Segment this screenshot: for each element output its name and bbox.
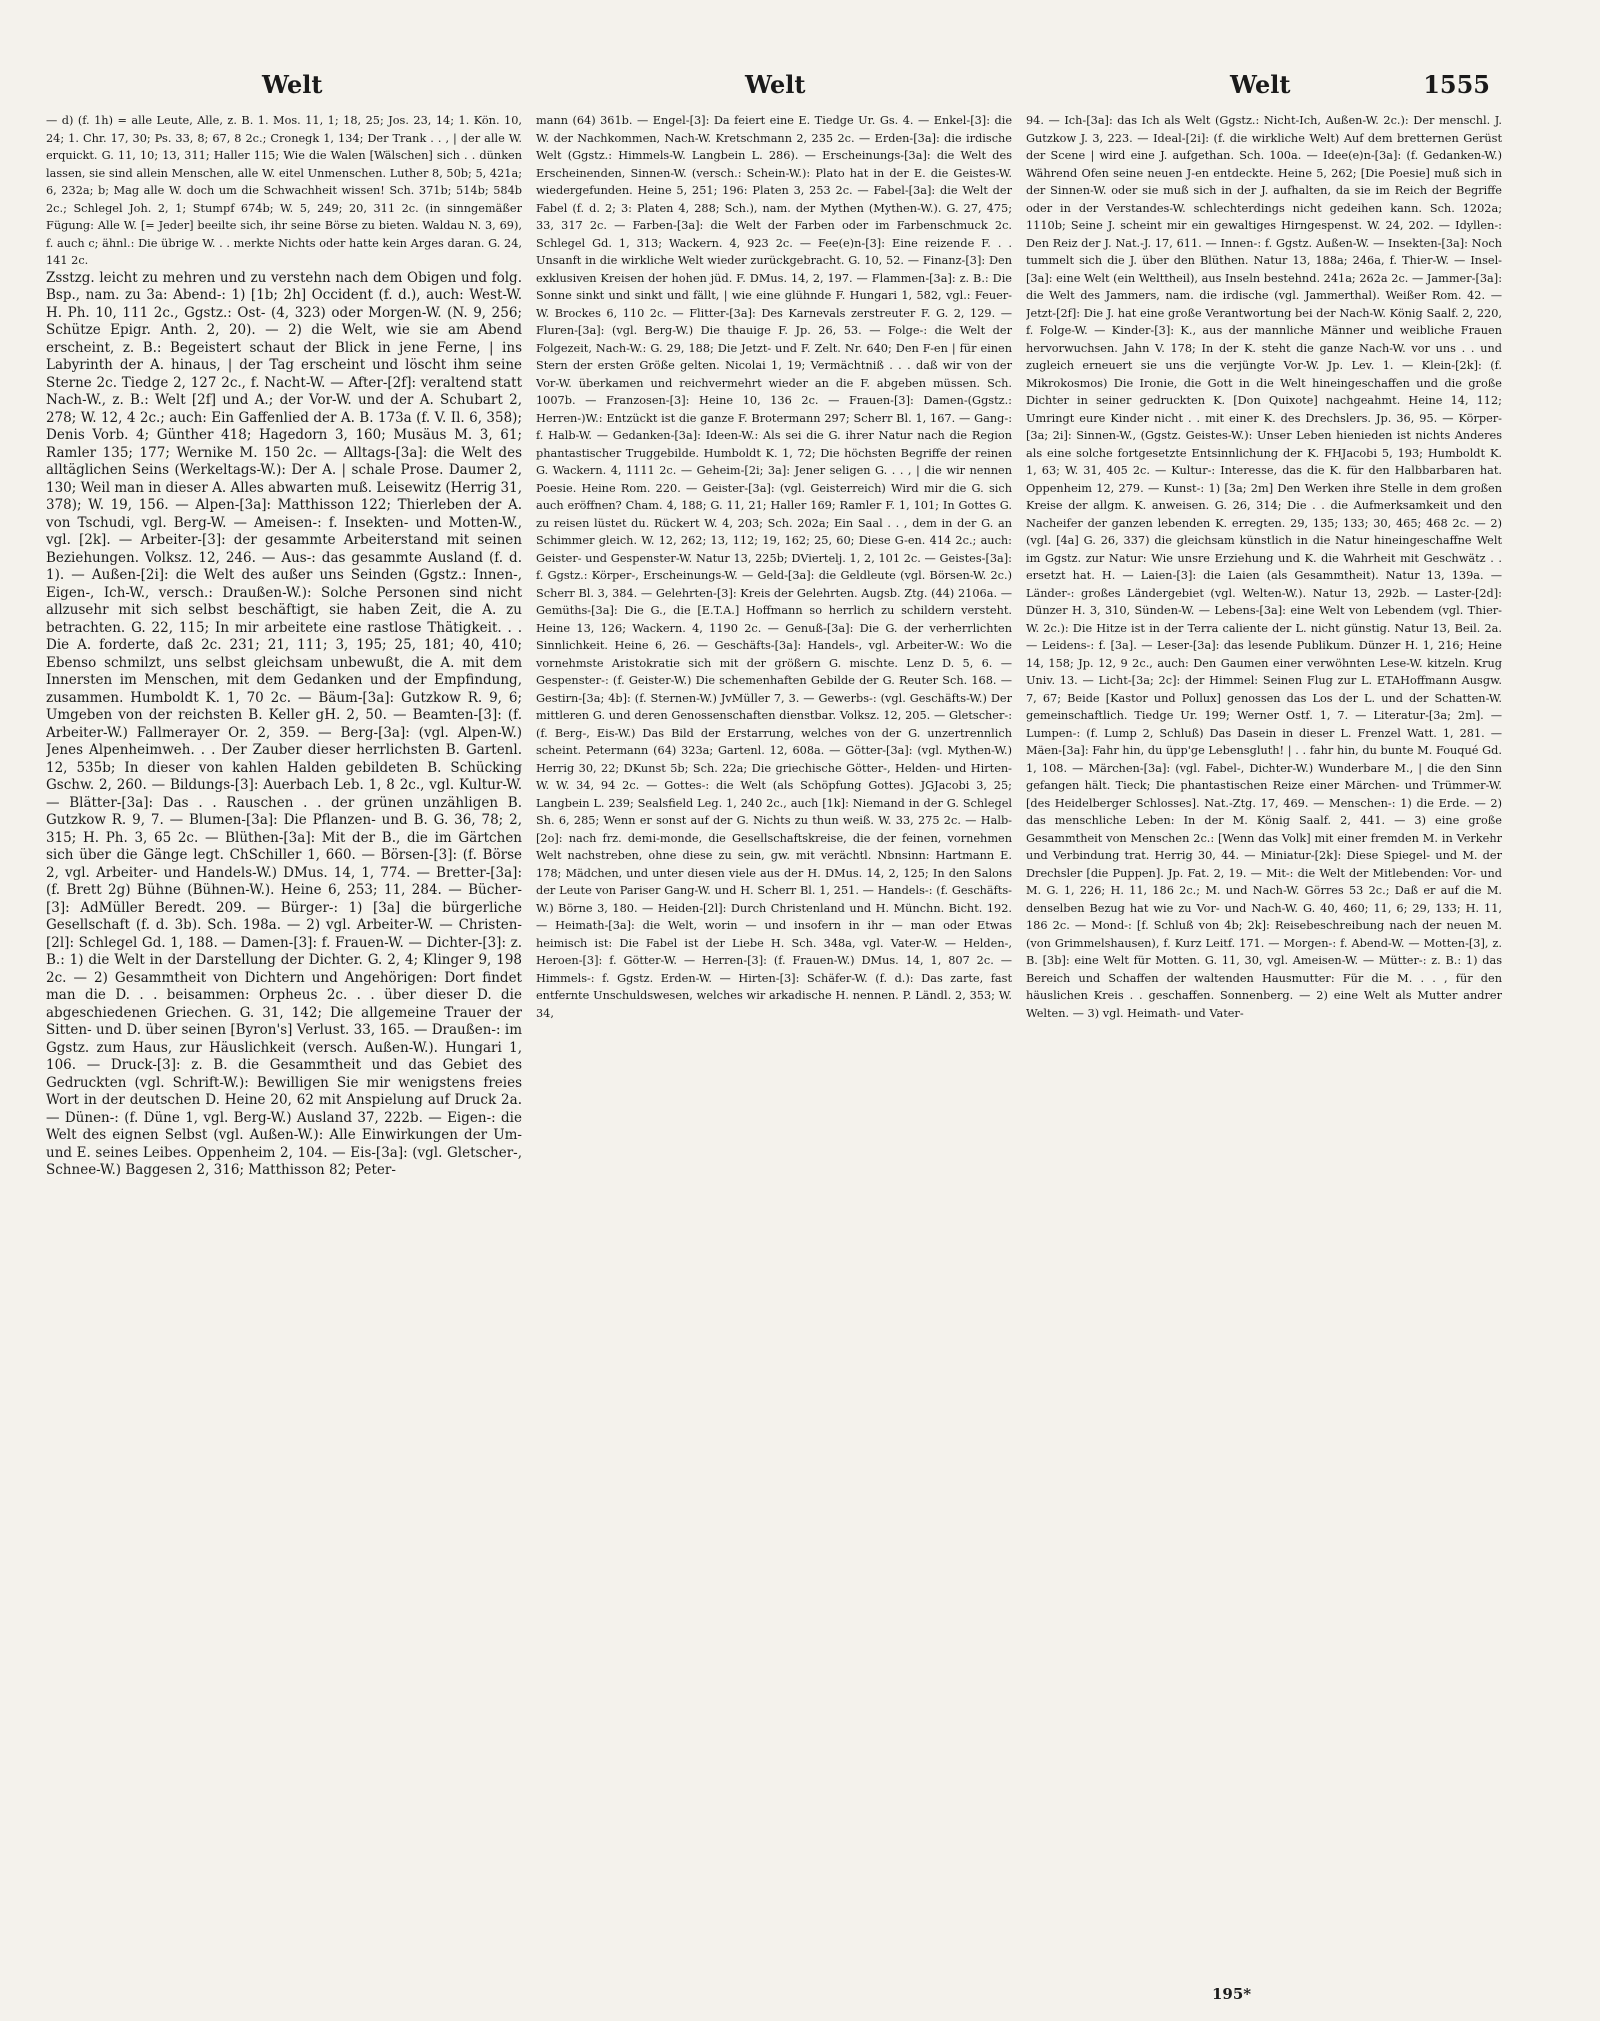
paragraph: — d) (f. 1h) = alle Leute, Alle, z. B. 1. Mos. 11, 1; 18, 25; Jos. 23, 14; 1. Kön. 10, 24; 1. Chr. 17, 30; Ps. 33, 8; 67, 8 2c.; Cronegk 1, 134; Der Trank . . , | der alle W. erquickt. G. 11, 10; 13, 311; Haller 115; Wie die Walen [Wälschen] sich . . dünken lassen, sie sind allein Menschen, alle W. eitel Unmenschen. Luther 8, 50b; 5, 421a; 6, 232a; b; Mag alle W. doch um die Schwachheit wissen! Sch. 371b; 514b; 584b 2c.; Schlegel Joh. 2, 1; Stumpf 674b; W. 5, 249; 20, 311 2c. (in sinngemäßer Fügung: Alle W. [= Jeder] beeilte sich, ihr seine Börse zu bieten. Waldau N. 3, 69), f. auch c; ähnl.: Die übrige W. . . merkte Nichts oder hatte kein Arges daran. G. 24, 141 2c. <box>46 114 522 267</box>
column-center <box>536 112 1012 1972</box>
paragraph: 94. — Ich-[3a]: das Ich als Welt (Ggstz.: Nicht-Ich, Außen-W. 2c.): Der menschl. J. Gutzkow J. 3, 223. — Ideal-[2i]: (f. die wirkliche Welt) Auf dem bretternen Gerüst der Scene | wird eine J. aufgethan. Sch. 100a. — Idee(e)n-[3a]: (f. Gedanken-W.) Während Ofen seine neuen J-en entdeckte. Heine 5, 262; [Die Poesie] muß sich in der Sinnen-W. oder sie muß sich in der J. aufhalten, da sie im Reich der Begriffe oder in der Verstandes-W. schlechterdings nicht gedeihen kann. Sch. 1202a; 1110b; Seine J. scheint mir ein gewaltiges Hirngespenst. W. 24, 202. — Idyllen-: Den Reiz der J. Nat.-J. 17, 611. — Innen-: f. Ggstz. Außen-W. — Insekten-[3a]: Noch tummelt sich die J. über den Blüthen. Natur 13, 188a; 246a, f. Thier-W. — Insel-[3a]: eine Welt (ein Welttheil), aus Inseln bestehnd. 241a; 262a 2c. — Jammer-[3a]: die Welt des Jammers, nam. die irdische (vgl. Jammerthal). Weißer Rom. 42. — Jetzt-[2f]: Die J. hat eine große Verantwortung bei der Nach-W. König Saalf. 2, 220, f. Folge-W. — Kinder-[3]: K., aus der mannliche Männer und weibliche Frauen hervorwuchsen. Jahn V. 178; In der K. steht die ganze Nach-W. vor uns . . und zugleich erneuert sie uns die verjüngte Vor-W. Jp. Lev. 1. — Klein-[2k]: (f. Mikrokosmos) Die Ironie, die Gott in die Welt hineingeschaffen und die große Dichter in seiner gedruckten K. [Don Quixote] nachgeahmt. Heine 14, 112; Umringt eure Kinder nicht . . mit einer K. des Drechslers. Jp. 36, 95. — Körper-[3a; 2i]: Sinnen-W., (Ggstz. Geistes-W.): Unser Leben hienieden ist nichts Anderes als eine solche fortgesetzte Entsinnlichung der K. FHJacobi 5, 193; Humboldt K. 1, 63; W. 31, 405 2c. — Kultur-: Interesse, das die K. für den Halbbarbaren hat. Oppenheim 12, 279. — Kunst-: 1) [3a; 2m] Den Werken ihre Stelle in dem großen Kreise der allgm. K. anweisen. G. 26, 314; Die . . die Aufmerksamkeit und den Nacheifer der ganzen lebenden K. erregten. 29, 135; 133; 30, 465; 468 2c. — 2) (vgl. [4a] G. 26, 337) die gleichsam künstlich in die Natur hineingeschaffne Welt im Ggstz. zur Natur: Wie unsre Erziehung und K. die Wahrheit mit Geschwätz . . ersetzt hat. H. — Laien-[3]: die Laien (als Gesammtheit). Natur 13, 139a. — Länder-: großes Ländergebiet (vgl. Welten-W.). Natur 13, 292b. — Laster-[2d]: Dünzer H. 3, 310, Sünden-W. — Lebens-[3a]: eine Welt von Lebendem (vgl. Thier-W. 2c.): Die Hitze ist in der Terra caliente der L. nicht günstig. Natur 13, Beil. 2a. — Leidens-: f. [3a]. — Leser-[3a]: das lesende Publikum. Dünzer H. 1, 216; Heine 14, 158; Jp. 12, 9 2c., auch: Den Gaumen einer verwöhnten Lese-W. kitzeln. Krug Univ. 13. — Licht-[3a; 2c]: der Himmel: Seinen Flug zur L. ETAHoffmann Ausgw. 7, 67; Beide [Kastor und Pollux] genossen das Los der L. und der Schatten-W. gemeinschaftlich. Tiedge Ur. 199; Werner Ostf. 1, 7. — Literatur-[3a; 2m]. — Lumpen-: (f. Lump 2, Schluß) Das Dasein in dieser L. Frenzel Watt. 1, 281. — Mäen-[3a]: Fahr hin, du üpp'ge Lebensgluth! | . . fahr hin, du bunte M. Fouqué Gd. 1, 108. — Märchen-[3a]: (vgl. Fabel-, Dichter-W.) Wunderbare M., | die den Sinn gefangen hält. Tieck; Die phantastischen Reize einer Märchen- und Trümmer-W. [des Heidelberger Schlosses]. Nat.-Ztg. 17, 469. — Menschen-: 1) die Erde. — 2) das menschliche Leben: In der M. König Saalf. 2, 441. — 3) eine große Gesammtheit von Menschen 2c.: [Wenn das Volk] mit einer fremden M. in Verkehr und Verbindung trat. Herrig 30, 44. — Miniatur-[2k]: Diese Spiegel- und M. der Drechsler [die Puppen]. Jp. Fat. 2, 19. — Mit-: die Welt der Mitlebenden: Vor- und M. G. 1, 226; H. 11, 186 2c.; M. und Nach-W. Görres 53 2c.; Daß er auf die M. denselben Bezug hat wie zu Vor- und Nach-W. G. 40, 460; 11, 6; 29, 133; H. 11, 186 2c. — Mond-: [f. Schluß von 4b; 2k]: Reisebeschreibung nach der neuen M. (von Grimmelshausen), f. Kurz Leitf. 171. — Morgen-: f. Abend-W. — Motten-[3], z. B. [3b]: eine Welt für Motten. G. 11, 30, vgl. Ameisen-W. — Mütter-: z. B.: 1) das Bereich und Schaffen der waltenden Hausmutter: Für die M. . . , für den häuslichen Kreis . . geschaffen. Sonnenberg. — 2) eine Welt als Mutter andrer Welten. — 3) vgl. Heimath- und Vater- <box>1026 114 1502 1020</box>
column-left <box>46 112 522 1972</box>
text-columns <box>46 112 1502 1972</box>
signature-mark: 195* <box>1212 1985 1252 2003</box>
paragraph: mann (64) 361b. — Engel-[3]: Da feiert eine E. Tiedge Ur. Gs. 4. — Enkel-[3]: die W. der Nachkommen, Nach-W. Kretschmann 2, 235 2c. — Erden-[3a]: die irdische Welt (Ggstz.: Himmels-W. Langbein L. 286). — Erscheinungs-[3a]: die Welt des Erscheinenden, Sinnen-W. (versch.: Schein-W.): Plato hat in der E. die Geistes-W. wiedergefunden. Heine 5, 251; 196: Platen 3, 253 2c. — Fabel-[3a]: die Welt der Fabel (f. d. 2; 3: Platen 4, 288; Sch.), nam. der Mythen (Mythen-W.). G. 27, 475; 33, 317 2c. — Farben-[3a]: die Welt der Farben oder im Farbenschmuck 2c. Schlegel Gd. 1, 313; Wackern. 4, 923 2c. — Fee(e)n-[3]: Eine reizende F. . . Unsanft in die wirkliche Welt wieder zurückgebracht. G. 10, 52. — Finanz-[3]: Den exklusiven Kreisen der hohen jüd. F. DMus. 14, 2, 197. — Flammen-[3a]: z. B.: Die Sonne sinkt und sinkt und fällt, | wie eine glühnde F. Hungari 1, 582, vgl.: Feuer-W. Brockes 6, 110 2c. — Flitter-[3a]: Des Karnevals zerstreuter F. G. 2, 129. — Fluren-[3a]: (vgl. Berg-W.) Die thauige F. Jp. 26, 53. — Folge-: die Welt der Folgezeit, Nach-W.: G. 29, 188; Die Jetzt- und F. Zelt. Nr. 640; Den F-en | für einen Stern der ersten Größe gelten. Nicolai 1, 19; Vermächtniß . . . daß wir von der Vor-W. überkamen und reichvermehrt wieder an die F. abgeben müssen. Sch. 1007b. — Franzosen-[3]: Heine 10, 136 2c. — Frauen-[3]: Damen-(Ggstz.: Herren-)W.: Entzückt ist die ganze F. Brotermann 297; Scherr Bl. 1, 167. — Gang-: f. Halb-W. — Gedanken-[3a]: Ideen-W.: Als sei die G. ihrer Natur nach die Region phantastischer Truggebilde. Humboldt K. 1, 72; Die höchsten Begriffe der reinen G. Wackern. 4, 1111 2c. — Geheim-[2i; 3a]: Jener seligen G. . . , | die wir nennen Poesie. Heine Rom. 220. — Geister-[3a]: (vgl. Geisterreich) Wird mir die G. sich auch eröffnen? Cham. 4, 188; G. 11, 21; Haller 169; Ramler F. 1, 101; In Gottes G. zu reisen lüstet du. Rückert W. 4, 203; Sch. 202a; Ein Saal . . , dem in der G. an Schimmer gleich. W. 12, 262; 13, 112; 19, 162; 25, 60; Diese G-en. 414 2c.; auch: Geister- und Gespenster-W. Natur 13, 225b; DViertelj. 1, 2, 101 2c. — Geistes-[3a]: f. Ggstz.: Körper-, Erscheinungs-W. — Geld-[3a]: die Geldleute (vgl. Börsen-W. 2c.) Scherr Bl. 3, 384. — Gelehrten-[3]: Kreis der Gelehrten. Augsb. Ztg. (44) 2106a. — Gemüths-[3a]: Die G., die [E.T.A.] Hoffmann so herrlich zu schildern versteht. Heine 13, 126; Wackern. 4, 1190 2c. — Genuß-[3a]: Die G. der verherrlichten Sinnlichkeit. Heine 6, 26. — Geschäfts-[3a]: Handels-, vgl. Arbeiter-W.: Wo die vornehmste Aristokratie sich mit der größern G. mischte. Lenz D. 5, 6. — Gespenster-: (f. Geister-W.) Die schemenhaften Gebilde der G. Reuter Sch. 168. — Gestirn-[3a; 4b]: (f. Sternen-W.) JvMüller 7, 3. — Gewerbs-: (vgl. Geschäfts-W.) Der mittleren G. und deren Genossenschaften dienstbar. Volksz. 12, 205. — Gletscher-: (f. Berg-, Eis-W.) Das Bild der Erstarrung, welches von der G. unzertrennlich scheint. Petermann (64) 323a; Gartenl. 12, 608a. — Götter-[3a]: (vgl. Mythen-W.) Herrig 30, 22; DKunst 5b; Sch. 22a; Die griechische Götter-, Helden- und Hirten-W. W. 34, 94 2c. — Gottes-: die Welt (als Schöpfung Gottes). JGJacobi 3, 25; Langbein L. 239; Sealsfield Leg. 1, 240 2c., auch [1k]: Niemand in der G. Schlegel Sh. 6, 285; Wenn er sonst auf der G. Nichts zu thun weiß. W. 33, 275 2c. — Halb-[2o]: nach frz. demi-monde, die Gesellschaftskreise, die der feinen, vornehmen Welt nachstreben, ohne diese zu sein, gw. mit verächtl. Nbnsinn: Hartmann E. 178; Mädchen, und unter diesen viele aus der H. DMus. 14, 2, 125; In den Salons der Leute von Pariser Gang-W. und H. Scherr Bl. 1, 251. — Handels-: (f. Geschäfts-W.) Börne 3, 180. — Heiden-[2l]: Durch Christenland und H. Münchn. Bicht. 192. — Heimath-[3a]: die Welt, worin — und insofern in ihr — man oder Etwas heimisch ist: Die Fabel ist der Liebe H. Sch. 348a, vgl. Vater-W. — Helden-, Heroen-[3]: f. Götter-W. — Herren-[3]: (f. Frauen-W.) DMus. 14, 1, 807 2c. — Himmels-: f. Ggstz. Erden-W. — Hirten-[3]: Schäfer-W. (f. d.): Das zarte, fast entfernte Unschuldswesen, welches wir arkadische H. nennen. P. Ländl. 2, 353; W. 34, <box>536 114 1012 1020</box>
running-head-right: Welt <box>1230 70 1291 99</box>
paragraph: Zsstzg. leicht zu mehren und zu verstehn nach dem Obigen und folg. Bsp., nam. zu 3a: Abend-: 1) [1b; 2h] Occident (f. d.), auch: West-W. H. Ph. 10, 111 2c., Ggstz.: Ost- (4, 323) oder Morgen-W. (N. 9, 256; Schütze Epigr. Anth. 2, 20). — 2) die Welt, wie sie am Abend erscheint, z. B.: Begeistert schaut der Blick in jene Ferne, | ins Labyrinth der A. hinaus, | der Tag erscheint und löscht ihm seine Sterne 2c. Tiedge 2, 127 2c., f. Nacht-W. — After-[2f]: veraltend statt Nach-W., z. B.: Welt [2f] und A.; der Vor-W. und der A. Schubart 2, 278; W. 12, 4 2c.; auch: Ein Gaffenlied der A. B. 173a (f. V. Il. 6, 358); Denis Vorb. 4; Günther 418; Hagedorn 3, 160; Musäus M. 3, 61; Ramler 135; 177; Wernike M. 150 2c. — Alltags-[3a]: die Welt des alltäglichen Seins (Werkeltags-W.): Der A. | schale Prose. Daumer 2, 130; Weil man in dieser A. Alles abwarten muß. Leisewitz (Herrig 31, 378); W. 19, 156. — Alpen-[3a]: Matthisson 122; Thierleben der A. von Tschudi, vgl. Berg-W. — Ameisen-: f. Insekten- und Motten-W., vgl. [2k]. — Arbeiter-[3]: der gesammte Arbeiterstand mit seinen Beziehungen. Volksz. 12, 246. — Aus-: das gesammte Ausland (f. d. 1). — Außen-[2i]: die Welt des außer uns Seinden (Ggstz.: Innen-, Eigen-, Ich-W., versch.: Draußen-W.): Solche Personen sind nicht allzusehr mit sich selbst beschäftigt, sie haben Zeit, die A. zu betrachten. G. 22, 115; In mir arbeitete eine rastlose Thätigkeit. . . Die A. forderte, daß 2c. 231; 21, 111; 3, 195; 25, 181; 40, 410; Ebenso schmilzt, uns selbst gleichsam unbewußt, die A. mit dem Innersten im Menschen, mit dem Gedanken und der Empfindung, zusammen. Humboldt K. 1, 70 2c. — Bäum-[3a]: Gutzkow R. 9, 6; Umgeben von der reichsten B. Keller gH. 2, 50. — Beamten-[3]: (f. Arbeiter-W.) Fallmerayer Or. 2, 359. — Berg-[3a]: (vgl. Alpen-W.) Jenes Alpenheimweh. . . Der Zauber dieser herrlichsten B. Gartenl. 12, 535b; In dieser von kahlen Halden gebildeten B. Schücking Gschw. 2, 260. — Bildungs-[3]: Auerbach Leb. 1, 8 2c., vgl. Kultur-W. — Blätter-[3a]: Das . . Rauschen . . der grünen unzähligen B. Gutzkow R. 9, 7. — Blumen-[3a]: Die Pflanzen- und B. G. 36, 78; 2, 315; H. Ph. 3, 65 2c. — Blüthen-[3a]: Mit der B., die im Gärtchen sich über die Gänge legt. ChSchiller 1, 660. — Börsen-[3]: (f. Börse 2, vgl. Arbeiter- und Handels-W.) DMus. 14, 1, 774. — Bretter-[3a]: (f. Brett 2g) Bühne (Bühnen-W.). Heine 6, 253; 11, 284. — Bücher-[3]: AdMüller Beredt. 209. — Bürger-: 1) [3a] die bürgerliche Gesellschaft (f. d. 3b). Sch. 198a. — 2) vgl. Arbeiter-W. — Christen-[2l]: Schlegel Gd. 1, 188. — Damen-[3]: f. Frauen-W. — Dichter-[3]: z. B.: 1) die Welt in der Darstellung der Dichter. G. 2, 4; Klinger 9, 198 2c. — 2) Gesammtheit von Dichtern und Angehörigen: Dort findet man die D. . . beisammen: Orpheus 2c. . . über dieser D. die abgeschiedenen Griechen. G. 31, 142; Die allgemeine Trauer der Sitten- und D. über seinen [Byron's] Verlust. 33, 165. — Draußen-: im Ggstz. zum Haus, zur Häuslichkeit (versch. Außen-W.). Hungari 1, 106. — Druck-[3]: z. B. die Gesammtheit und das Gebiet des Gedruckten (vgl. Schrift-W.): Bewilligen Sie mir wenigstens freies Wort in der deutschen D. Heine 20, 62 mit Anspielung auf Druck 2a. — Dünen-: (f. Düne 1, vgl. Berg-W.) Ausland 37, 222b. — Eigen-: die Welt des eignen Selbst (vgl. Außen-W.): Alle Einwirkungen der Um- und E. seines Leibes. Oppenheim 2, 104. — Eis-[3a]: (vgl. Gletscher-, Schnee-W.) Baggesen 2, 316; Matthisson 82; Peter- <box>46 269 522 1178</box>
page-number: 1555 <box>1423 70 1490 99</box>
running-head-left: Welt <box>262 70 323 99</box>
running-head-center: Welt <box>745 70 806 99</box>
column-right <box>1026 112 1502 1972</box>
